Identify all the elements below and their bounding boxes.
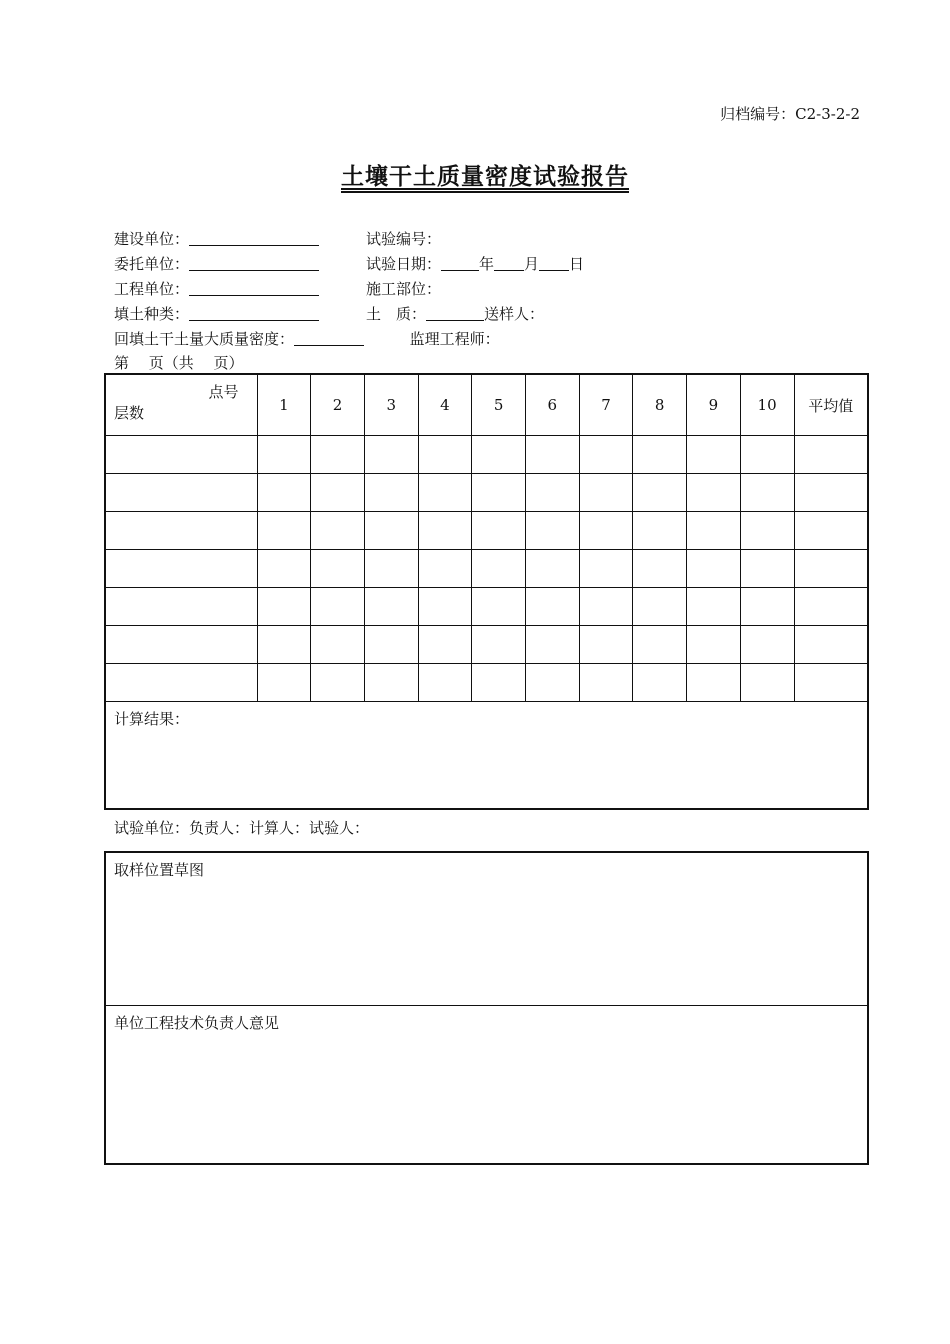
sketch-section[interactable] bbox=[106, 853, 867, 1006]
soil-blank[interactable] bbox=[426, 305, 484, 321]
table-cell[interactable] bbox=[257, 436, 311, 474]
table-cell[interactable] bbox=[364, 474, 418, 512]
table-row bbox=[105, 664, 868, 702]
table-row bbox=[105, 550, 868, 588]
opinion-label: 单位工程技术负责人意见 bbox=[114, 1014, 280, 1032]
table-cell[interactable] bbox=[418, 626, 472, 664]
soil-label: 土 质： bbox=[366, 305, 427, 323]
table-cell[interactable] bbox=[472, 664, 526, 702]
table-cell[interactable] bbox=[579, 664, 633, 702]
page-title: 土壤干土质量密度试验报告 bbox=[341, 163, 629, 190]
table-cell[interactable] bbox=[311, 550, 365, 588]
table-cell[interactable] bbox=[687, 550, 741, 588]
table-cell[interactable] bbox=[579, 550, 633, 588]
table-cell[interactable] bbox=[633, 626, 687, 664]
table-row bbox=[105, 626, 868, 664]
table-cell[interactable] bbox=[740, 474, 794, 512]
table-cell[interactable] bbox=[105, 512, 257, 550]
table-row bbox=[105, 588, 868, 626]
construction-part-label: 施工部位： bbox=[366, 280, 442, 298]
table-cell[interactable] bbox=[418, 474, 472, 512]
max-density-label: 回填土干土量大质量密度： bbox=[114, 330, 295, 348]
table-cell[interactable] bbox=[633, 550, 687, 588]
day-label: 日 bbox=[569, 255, 585, 273]
build-unit-blank[interactable] bbox=[189, 230, 319, 246]
table-cell[interactable] bbox=[740, 588, 794, 626]
table-cell[interactable] bbox=[633, 436, 687, 474]
sender-label: 送样人： bbox=[484, 305, 545, 323]
max-density-blank[interactable] bbox=[294, 330, 364, 346]
table-cell[interactable] bbox=[687, 436, 741, 474]
month-blank[interactable] bbox=[494, 255, 524, 271]
column-header: 6 bbox=[525, 374, 579, 436]
table-cell[interactable] bbox=[418, 588, 472, 626]
table-cell[interactable] bbox=[472, 474, 526, 512]
table-cell[interactable] bbox=[740, 512, 794, 550]
table-cell[interactable] bbox=[472, 626, 526, 664]
max-density-row bbox=[114, 328, 500, 349]
table-cell[interactable] bbox=[687, 474, 741, 512]
fill-type-label: 填土种类： bbox=[114, 305, 190, 323]
table-cell[interactable] bbox=[794, 512, 868, 550]
column-header: 9 bbox=[687, 374, 741, 436]
table-cell[interactable] bbox=[472, 588, 526, 626]
table-cell[interactable] bbox=[687, 512, 741, 550]
table-cell[interactable] bbox=[579, 626, 633, 664]
table-cell[interactable] bbox=[311, 626, 365, 664]
diagonal-header-cell bbox=[105, 374, 257, 436]
table-cell[interactable] bbox=[794, 588, 868, 626]
year-label: 年 bbox=[479, 255, 495, 273]
commission-unit-label: 委托单位： bbox=[114, 255, 190, 273]
engineering-unit-label: 工程单位： bbox=[114, 280, 190, 298]
table-cell[interactable] bbox=[311, 436, 365, 474]
test-no-label: 试验编号： bbox=[366, 230, 442, 248]
table-cell[interactable] bbox=[633, 664, 687, 702]
column-header: 2 bbox=[311, 374, 365, 436]
table-cell[interactable] bbox=[364, 588, 418, 626]
table-row bbox=[105, 474, 868, 512]
table-cell[interactable] bbox=[418, 664, 472, 702]
table-cell[interactable] bbox=[687, 664, 741, 702]
archive-number: 归档编号：C2-3-2-2 bbox=[720, 105, 860, 123]
fill-type-blank[interactable] bbox=[189, 305, 319, 321]
table-cell[interactable] bbox=[105, 550, 257, 588]
table-cell[interactable] bbox=[257, 626, 311, 664]
table-cell[interactable] bbox=[105, 436, 257, 474]
table-cell[interactable] bbox=[257, 512, 311, 550]
column-header: 4 bbox=[418, 374, 472, 436]
month-label: 月 bbox=[524, 255, 540, 273]
table-cell[interactable] bbox=[525, 474, 579, 512]
table-cell[interactable] bbox=[794, 550, 868, 588]
opinion-section[interactable] bbox=[106, 1006, 867, 1039]
commission-unit-blank[interactable] bbox=[189, 255, 319, 271]
table-cell[interactable] bbox=[364, 436, 418, 474]
engineering-unit-row bbox=[114, 278, 319, 299]
engineering-unit-blank[interactable] bbox=[189, 280, 319, 296]
table-cell[interactable] bbox=[418, 550, 472, 588]
table-cell[interactable] bbox=[364, 512, 418, 550]
test-date-label: 试验日期： bbox=[366, 255, 442, 273]
table-cell[interactable] bbox=[633, 512, 687, 550]
table-cell[interactable] bbox=[257, 664, 311, 702]
soil-row bbox=[366, 303, 544, 324]
table-cell[interactable] bbox=[472, 512, 526, 550]
table-cell[interactable] bbox=[257, 550, 311, 588]
table-cell[interactable] bbox=[472, 436, 526, 474]
table-header-row bbox=[105, 374, 868, 436]
calc-result-cell[interactable]: 计算结果： bbox=[105, 702, 868, 810]
table-cell[interactable] bbox=[740, 550, 794, 588]
table-cell[interactable] bbox=[418, 436, 472, 474]
day-blank[interactable] bbox=[539, 255, 569, 271]
table-cell[interactable] bbox=[257, 588, 311, 626]
table-cell[interactable] bbox=[525, 626, 579, 664]
table-cell[interactable] bbox=[794, 474, 868, 512]
table-cell[interactable] bbox=[579, 474, 633, 512]
table-cell[interactable] bbox=[794, 626, 868, 664]
table-cell[interactable] bbox=[687, 626, 741, 664]
column-header: 5 bbox=[472, 374, 526, 436]
sketch-label: 取样位置草图 bbox=[114, 861, 205, 879]
table-cell[interactable] bbox=[633, 474, 687, 512]
table-cell[interactable] bbox=[472, 550, 526, 588]
column-header: 3 bbox=[364, 374, 418, 436]
fill-type-row bbox=[114, 303, 319, 324]
table-cell[interactable] bbox=[525, 664, 579, 702]
table-cell[interactable] bbox=[740, 664, 794, 702]
point-label: 点号 bbox=[208, 383, 239, 401]
signature-line: 试验单位：负责人：计算人：试验人： bbox=[114, 819, 370, 837]
table-cell[interactable] bbox=[579, 436, 633, 474]
table-cell[interactable] bbox=[311, 512, 365, 550]
table-cell[interactable] bbox=[105, 474, 257, 512]
table-cell[interactable] bbox=[579, 588, 633, 626]
table-cell[interactable] bbox=[525, 550, 579, 588]
table-cell[interactable] bbox=[418, 512, 472, 550]
table-cell[interactable] bbox=[794, 436, 868, 474]
table-cell[interactable] bbox=[105, 588, 257, 626]
table-cell[interactable] bbox=[257, 474, 311, 512]
table-cell[interactable] bbox=[740, 436, 794, 474]
table-cell[interactable] bbox=[311, 588, 365, 626]
build-unit-label: 建设单位： bbox=[114, 230, 190, 248]
column-header: 7 bbox=[579, 374, 633, 436]
table-cell[interactable] bbox=[105, 626, 257, 664]
calc-result-row bbox=[105, 702, 868, 810]
column-header: 8 bbox=[633, 374, 687, 436]
supervisor-label: 监理工程师： bbox=[409, 330, 500, 348]
table-cell[interactable] bbox=[311, 474, 365, 512]
table-cell[interactable] bbox=[311, 664, 365, 702]
test-data-table bbox=[104, 373, 869, 810]
table-row bbox=[105, 512, 868, 550]
table-cell[interactable] bbox=[105, 664, 257, 702]
table-cell[interactable] bbox=[364, 626, 418, 664]
commission-unit-row bbox=[114, 253, 319, 274]
column-header: 1 bbox=[257, 374, 311, 436]
layer-label: 层数 bbox=[114, 404, 145, 422]
table-row bbox=[105, 436, 868, 474]
table-cell[interactable] bbox=[794, 664, 868, 702]
table-cell[interactable] bbox=[364, 550, 418, 588]
column-header: 10 bbox=[740, 374, 794, 436]
table-cell[interactable] bbox=[525, 512, 579, 550]
table-cell[interactable] bbox=[633, 588, 687, 626]
test-date-row bbox=[366, 253, 584, 274]
table-cell[interactable] bbox=[525, 588, 579, 626]
bottom-box bbox=[104, 851, 869, 1165]
year-blank[interactable] bbox=[441, 255, 479, 271]
table-cell[interactable] bbox=[579, 512, 633, 550]
table-cell[interactable] bbox=[687, 588, 741, 626]
page-count: 第 页（共 页） bbox=[114, 354, 244, 372]
column-header-average: 平均值 bbox=[794, 374, 868, 436]
table-cell[interactable] bbox=[525, 436, 579, 474]
table-cell[interactable] bbox=[364, 664, 418, 702]
build-unit-row bbox=[114, 228, 319, 249]
table-cell[interactable] bbox=[740, 626, 794, 664]
